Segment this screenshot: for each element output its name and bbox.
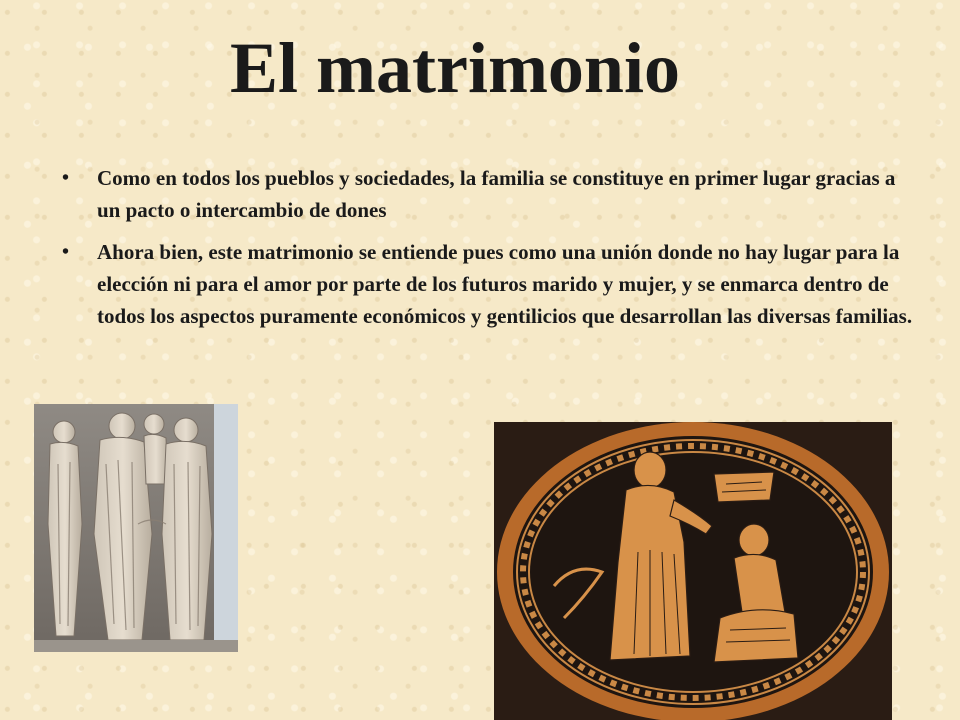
slide-title: El matrimonio (230, 28, 680, 108)
bullet-text: Como en todos los pueblos y sociedades, la familia se constituye en primer lugar gracias a un pacto o intercambio de dones (97, 166, 896, 222)
bullet-item (60, 236, 920, 332)
greek-vase-image (494, 422, 892, 720)
bullet-item (60, 162, 920, 226)
bullet-dot-icon: • (62, 241, 70, 263)
bullet-list (60, 162, 920, 342)
bullet-text: Ahora bien, este matrimonio se entiende pues como una unión donde no hay lugar para la elección ni para el amor por parte de los futuros marido y mujer, y se enmarca dentro de todos los aspectos puramente económicos y gentilicios que desarrollan las diversas familias. (97, 240, 913, 328)
roman-relief-image (34, 404, 238, 652)
bullet-dot-icon: • (62, 167, 70, 189)
